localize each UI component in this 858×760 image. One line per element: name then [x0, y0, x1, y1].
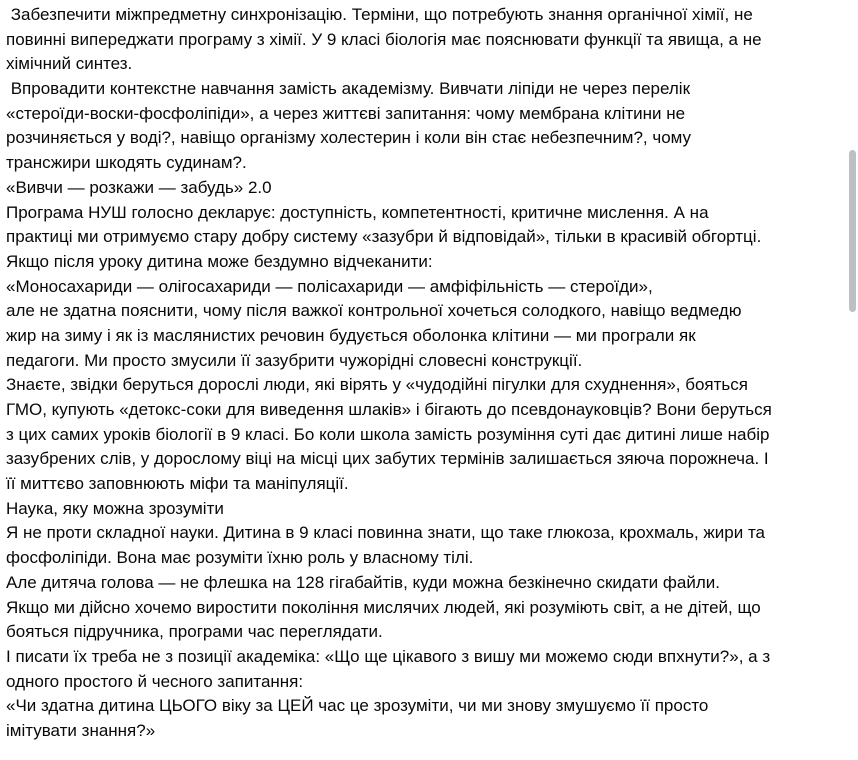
text-line: «стероїди-воски-фосфоліпіди», а через життєві запитання: чому мембрана клітини не [6, 103, 686, 123]
text-line: бояться підручника, програми час переглядати. [6, 622, 383, 642]
text-line: «Моносахариди — олігосахариди — полісахариди — амфіфільність — стероїди», [6, 276, 653, 296]
text-line: жир на зиму і як із маслянистих речовин будується оболонка клітини — ми програли як [6, 325, 696, 345]
text-line: практиці ми отримуємо стару добру систему «зазубри й відповідай», тільки в красивій обгортці. [6, 227, 762, 247]
text-line: з цих самих уроків біології в 9 класі. Бо коли школа замість розуміння суті дає дитині лише набір [6, 424, 770, 444]
text-line: Я не проти складної науки. Дитина в 9 класі повинна знати, що таке глюкоза, крохмаль, жири та [6, 523, 766, 543]
text-line: імітувати знання?» [6, 720, 156, 740]
text-line: її миттєво заповнюють міфи та маніпуляції. [6, 474, 349, 494]
section-heading: Наука, яку можна зрозуміти [6, 498, 224, 518]
scrollbar-thumb[interactable] [849, 150, 856, 312]
text-line: Якщо ми дійсно хочемо виростити покоління мислячих людей, які розуміють світ, а не дітей, що [6, 597, 761, 617]
text-line: Впровадити контекстне навчання замість академізму. Вивчати ліпіди не через перелік [6, 79, 691, 99]
text-line: зазубрених слів, у дорослому віці на місці цих забутих термінів залишається зяюча порожнеча. І [6, 449, 769, 469]
text-line: І писати їх треба не з позиції академіка: «Що ще цікавого з вишу ми можемо сюди впхнути?», а з [6, 646, 771, 666]
text-line: педагоги. Ми просто змусили її зазубрити чужорідні словесні конструкції. [6, 350, 583, 370]
post-text [6, 3, 842, 744]
text-line: хімічний синтез. [6, 54, 133, 74]
text-line: трансжири шкодять судинам?. [6, 153, 247, 173]
vertical-scrollbar[interactable] [846, 0, 858, 760]
text-line: одного простого й чесного запитання: [6, 671, 304, 691]
text-line: фосфоліпіди. Вона має розуміти їхню роль у власному тілі. [6, 548, 474, 568]
text-line: Але дитяча голова — не флешка на 128 гігабайтів, куди можна безкінечно скидати файли. [6, 572, 720, 592]
text-line: але не здатна пояснити, чому після важкої контрольної хочеться солодкого, навіщо ведмедю [6, 301, 742, 321]
text-line: Програма НУШ голосно декларує: доступність, компетентності, критичне мислення. А на [6, 202, 709, 222]
text-line: Забезпечити міжпредметну синхронізацію. Терміни, що потребують знання органічної хімії, не [6, 5, 753, 24]
text-line: Якщо після уроку дитина може бездумно відчеканити: [6, 251, 433, 271]
text-line: ГМО, купують «детокс-соки для виведення шлаків» і бігають до псевдонауковців? Вони беруться [6, 400, 772, 419]
section-heading: «Вивчи — розкажи — забудь» 2.0 [6, 177, 272, 197]
text-line: розчиняється у воді?, навіщо організму холестерин і коли він стає небезпечним?, чому [6, 128, 692, 148]
text-line: Знаєте, звідки беруться дорослі люди, які вірять у «чудодійні пігулки для схуднення», бояться [6, 375, 748, 395]
text-line: повинні випереджати програму з хімії. У 9 класі біологія має пояснювати функції та явища, а не [6, 29, 762, 49]
text-line: «Чи здатна дитина ЦЬОГО віку за ЦЕЙ час це зрозуміти, чи ми знову змушуємо її просто [6, 696, 709, 716]
